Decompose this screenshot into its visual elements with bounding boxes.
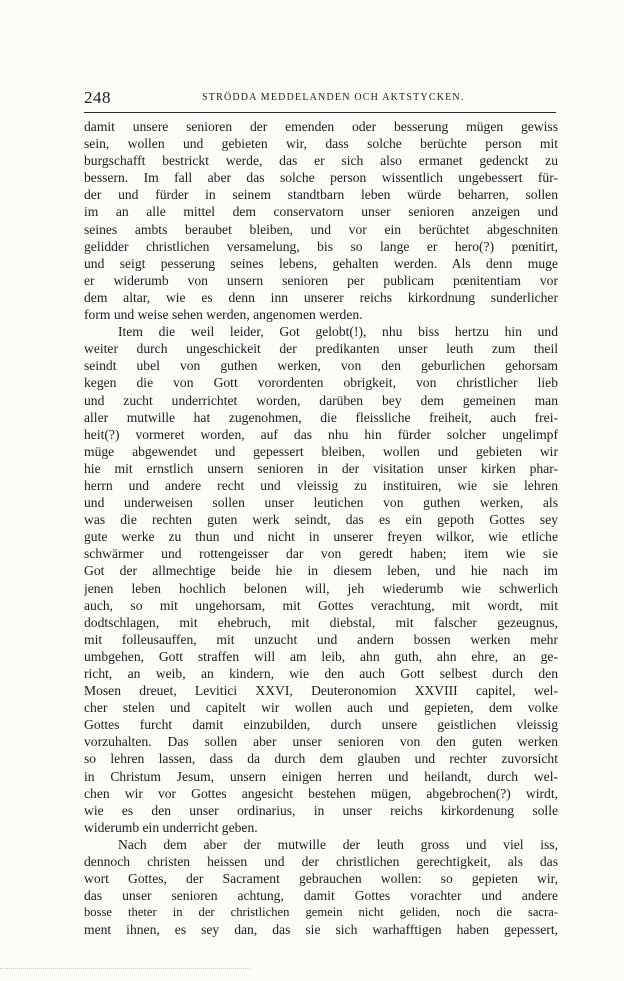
text-line: gute werke zu thun und nicht in unserer freyen wilkor, wie etliche: [84, 529, 558, 545]
text-line: wie es den unser ordinarius, in unser reichs kirkordenung solle: [84, 802, 558, 818]
text-line: wort Gottes, der Sacrament gebrauchen wollen: so gepieten wir,: [84, 871, 558, 887]
text-line: hie mit ernstlich unsern senioren in der visitation unser kirken phar-: [84, 460, 558, 476]
paragraph-start-line: Item die weil leider, Got gelobt(!), nhu biss hertzu hin und: [118, 324, 558, 340]
text-line: bosse theter in der christlichen gemein nicht geliden, noch die sacra-: [84, 905, 558, 920]
text-line: Mosen dreuet, Levitici XXVI, Deuteronomion XXVIII capitel, wel-: [84, 683, 558, 699]
text-line: jenen leben hochlich belonen will, jeh wiederumb wie schwerlich: [84, 580, 558, 596]
text-line: was die rechten guten werk seindt, das es ein gepoth Gottes sey: [84, 512, 558, 528]
text-line: müge abgewendet und gepessert bleiben, wollen und gebieten wir: [84, 443, 558, 459]
text-line: dem altar, wie es denn inn unserer reichs kirkordnung sunderlicher: [84, 289, 558, 305]
text-line: er widerumb von unsern senioren per publicam pœnitentiam vor: [84, 272, 558, 288]
text-line: widerumb ein underricht geben.: [84, 819, 258, 835]
text-line: Got der allmechtige beide hie in diesem leben, und hie nach im: [84, 563, 558, 579]
text-line: seines ambts beraubet bleiben, und vor ein berüchtet abgeschniten: [84, 221, 558, 237]
text-line: damit unsere senioren der emenden oder besserung mügen gewiss: [84, 119, 558, 134]
text-line: im an alle mittel dem conservatorn unser senioren anzeigen und: [84, 204, 558, 220]
text-line: dennoch christen heissen und der christlichen gerechtigkeit, als das: [84, 854, 558, 870]
text-line: chen wir vor Gottes angesicht bestehen mügen, abgebrochen(?) wirdt,: [84, 785, 558, 801]
page-number: 248: [84, 88, 111, 107]
text-line: herrn und andere recht und vleissig zu instituiren, wie sie lehren: [84, 477, 558, 493]
page-header: [84, 88, 556, 110]
scan-artifact-line: [0, 968, 250, 969]
text-line: vorzuhalten. Das sollen aber unser senioren von den guten werken: [84, 734, 558, 750]
text-line: cher stelen und capitelt wir wollen auch und gepieten, dem volke: [84, 700, 558, 716]
text-line: gelidder christlichen versamelung, bis so lange er hero(?) pœnitirt,: [84, 238, 558, 254]
text-line: richt, an weib, an kindern, wie den auch Gott selbest durch den: [84, 666, 558, 681]
body-text: [84, 118, 558, 939]
text-line: und seigt pesserung seines lebens, gehalten werden. Als denn muge: [84, 255, 558, 271]
text-line: bessern. Im fall aber das solche person wissentlich ungebessert für-: [84, 170, 558, 186]
text-line: form und weise sehen werden, angenomen werden.: [84, 307, 363, 323]
header-rule: [84, 112, 556, 113]
running-title: STRÖDDA MEDDELANDEN OCH AKTSTYCKEN.: [202, 92, 465, 103]
text-line: und underweisen sollen unser leutichen von guthen werken, als: [84, 495, 558, 511]
text-line: sein, wollen und gebieten wir, dass solche berüchte person mit: [84, 136, 558, 152]
text-line: seindt ubel von guthen werken, von den geburlichen gehorsam: [84, 358, 558, 374]
text-line: burgschafft bestrickt werde, das er sich also ermanet gedenckt zu: [84, 153, 558, 169]
text-line: Gottes furcht damit einzubilden, durch unsere geistlichen vleissig: [84, 717, 558, 733]
text-line: heit(?) vormeret worden, auf das nhu hin fürder solcher ungelimpf: [84, 426, 558, 442]
text-line: weiter durch ungeschickeit der predikanten unser leuth zum theil: [84, 341, 558, 357]
text-line: aller mutwille hat zugenohmen, die fleissliche freiheit, auch frei-: [84, 409, 558, 425]
text-line: das unser senioren achtung, damit Gottes vorachter und andere: [84, 888, 558, 904]
text-line: dodtschlagen, mit ehebruch, mit diebstal, mit falscher gezeugnus,: [84, 614, 558, 630]
text-line: mit folleusauffen, mit unzucht und andern bossen werken mehr: [84, 631, 558, 647]
text-line: ment ihnen, es sey dan, das sie sich warhafftigen haben gepessert,: [84, 922, 558, 938]
text-line: in Christum Jesum, unsern einigen herren und heilandt, durch wel-: [84, 768, 558, 784]
text-line: umbgehen, Gott straffen will am leib, ahn guth, ahn ehre, an ge-: [84, 648, 558, 664]
text-line: auch, so mit ungehorsam, mit Gottes verachtung, mit wordt, mit: [84, 597, 558, 613]
text-line: und zucht underrichtet worden, darüben bey dem gemeinen man: [84, 392, 558, 408]
text-line: der und fürder in seinem standtbarn leben würde beharren, sollen: [84, 187, 558, 203]
text-line: schwärmer und rottengeisser dar von geredt haben; item wie sie: [84, 546, 558, 562]
text-line: so lehren lassen, dass da durch dem glauben und rechter zuvorsicht: [84, 751, 558, 767]
paragraph-start-line: Nach dem aber der mutwille der leuth gross und viel iss,: [118, 836, 558, 852]
text-line: kegen die von Gott vorordenten obrigkeit, von christlicher lieb: [84, 375, 558, 391]
